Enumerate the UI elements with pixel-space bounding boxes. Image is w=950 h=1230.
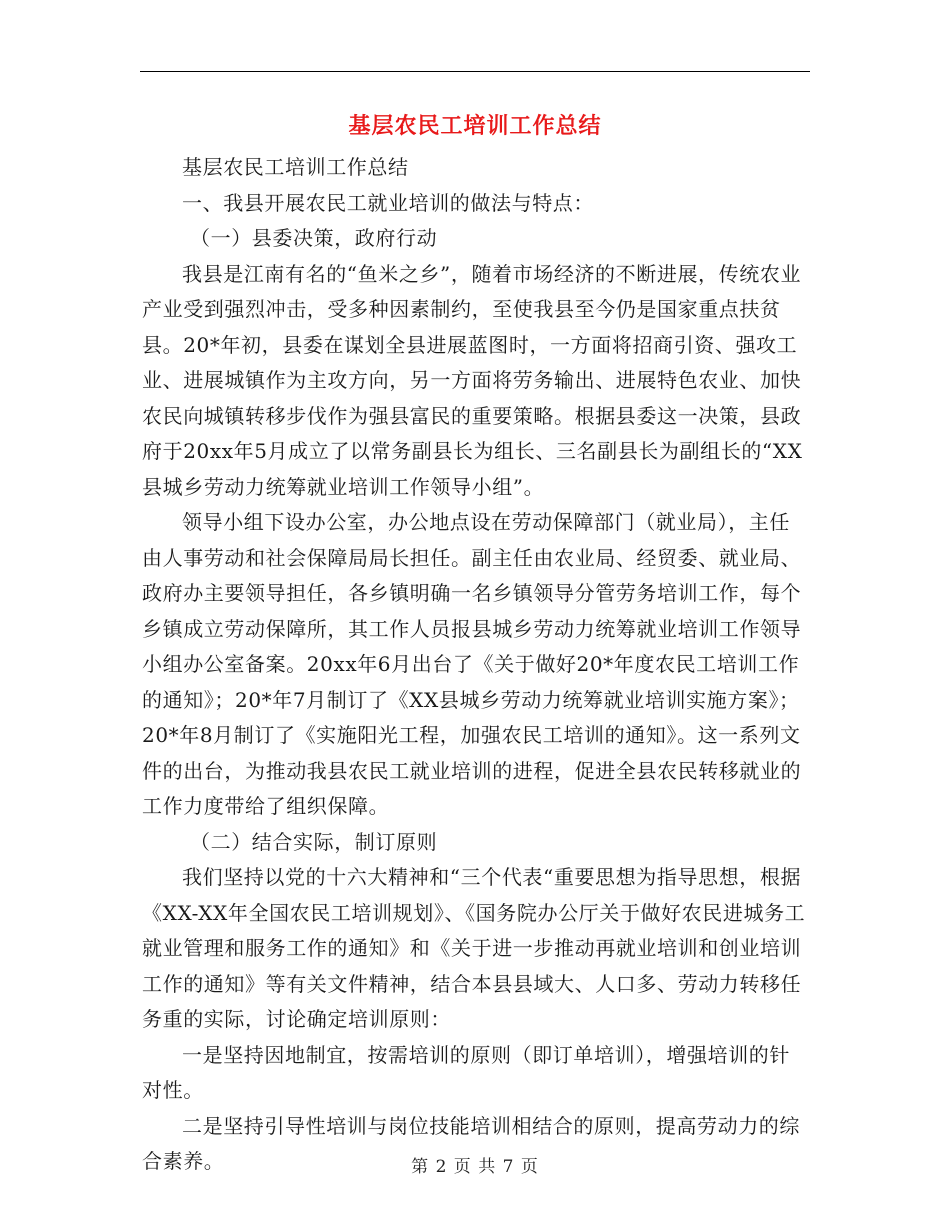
document-title: 基层农民工培训工作总结 [348,113,602,139]
header-rule [140,71,810,72]
paragraph: 一是坚持因地制宜，按需培训的原则（即订单培训），增强培训的针对性。 [142,1042,790,1102]
page-number: 第 2 页 共 7 页 [411,1157,539,1177]
paragraph-subheading: （二）结合实际，制订原则 [190,829,438,854]
paragraph-section-heading: 一、我县开展农民工就业培训的做法与特点： [182,190,594,215]
paragraph-subtitle: 基层农民工培训工作总结 [182,155,409,179]
paragraph: 我们坚持以党的十六大精神和“三个代表“重要思想为指导思想，根据《XX-XX年全国农民工培训规划》、《国务院办公厅关于做好农民进城务工就业管理和服务工作的通知》和《关于进一步推动再就业培训和创业培训工作的通知》等有关文件精神，结合本县县域大、人口多、劳动力转移任务重的实际，讨论确定培训原则： [142,865,806,1031]
paragraph: 我县是江南有名的“鱼米之乡”，随着市场经济的不断进展，传统农业产业受到强烈冲击，受多种因素制约，至使我县至今仍是国家重点扶贫县。20*年初，县委在谋划全县进展蓝图时，一方面将招商引资、强攻工业、进展城镇作为主攻方向，另一方面将劳务输出、进展特色农业、加快农民向城镇转移步伐作为强县富民的重要策略。根据县委这一决策，县政府于20xx年5月成立了以常务副县长为组长、三名副县长为副组长的“XX县城乡劳动力统筹就业培训工作领导小组”。 [142,261,803,499]
document-body [142,150,808,1180]
paragraph: 领导小组下设办公室，办公地点设在劳动保障部门（就业局），主任由人事劳动和社会保障局局长担任。副主任由农业局、经贸委、就业局、政府办主要领导担任，各乡镇明确一名乡镇领导分管劳务培训工作，每个乡镇成立劳动保障所，其工作人员报县城乡劳动力统筹就业培训工作领导小组办公室备案。20xx年6月出台了《关于做好20*年度农民工培训工作的通知》；20*年7月制订了《XX县城乡劳动力统筹就业培训实施方案》；20*年8月制订了《实施阳光工程，加强农民工培训的通知》。这一系列文件的出台，为推动我县农民工就业培训的进程，促进全县农民转移就业的工作力度带给了组织保障。 [142,510,802,818]
paragraph: 二是坚持引导性培训与岗位技能培训相结合的原则，提高劳动力的综合素养。 [142,1113,800,1173]
paragraph-subheading: （一）县委决策，政府行动 [190,226,438,250]
